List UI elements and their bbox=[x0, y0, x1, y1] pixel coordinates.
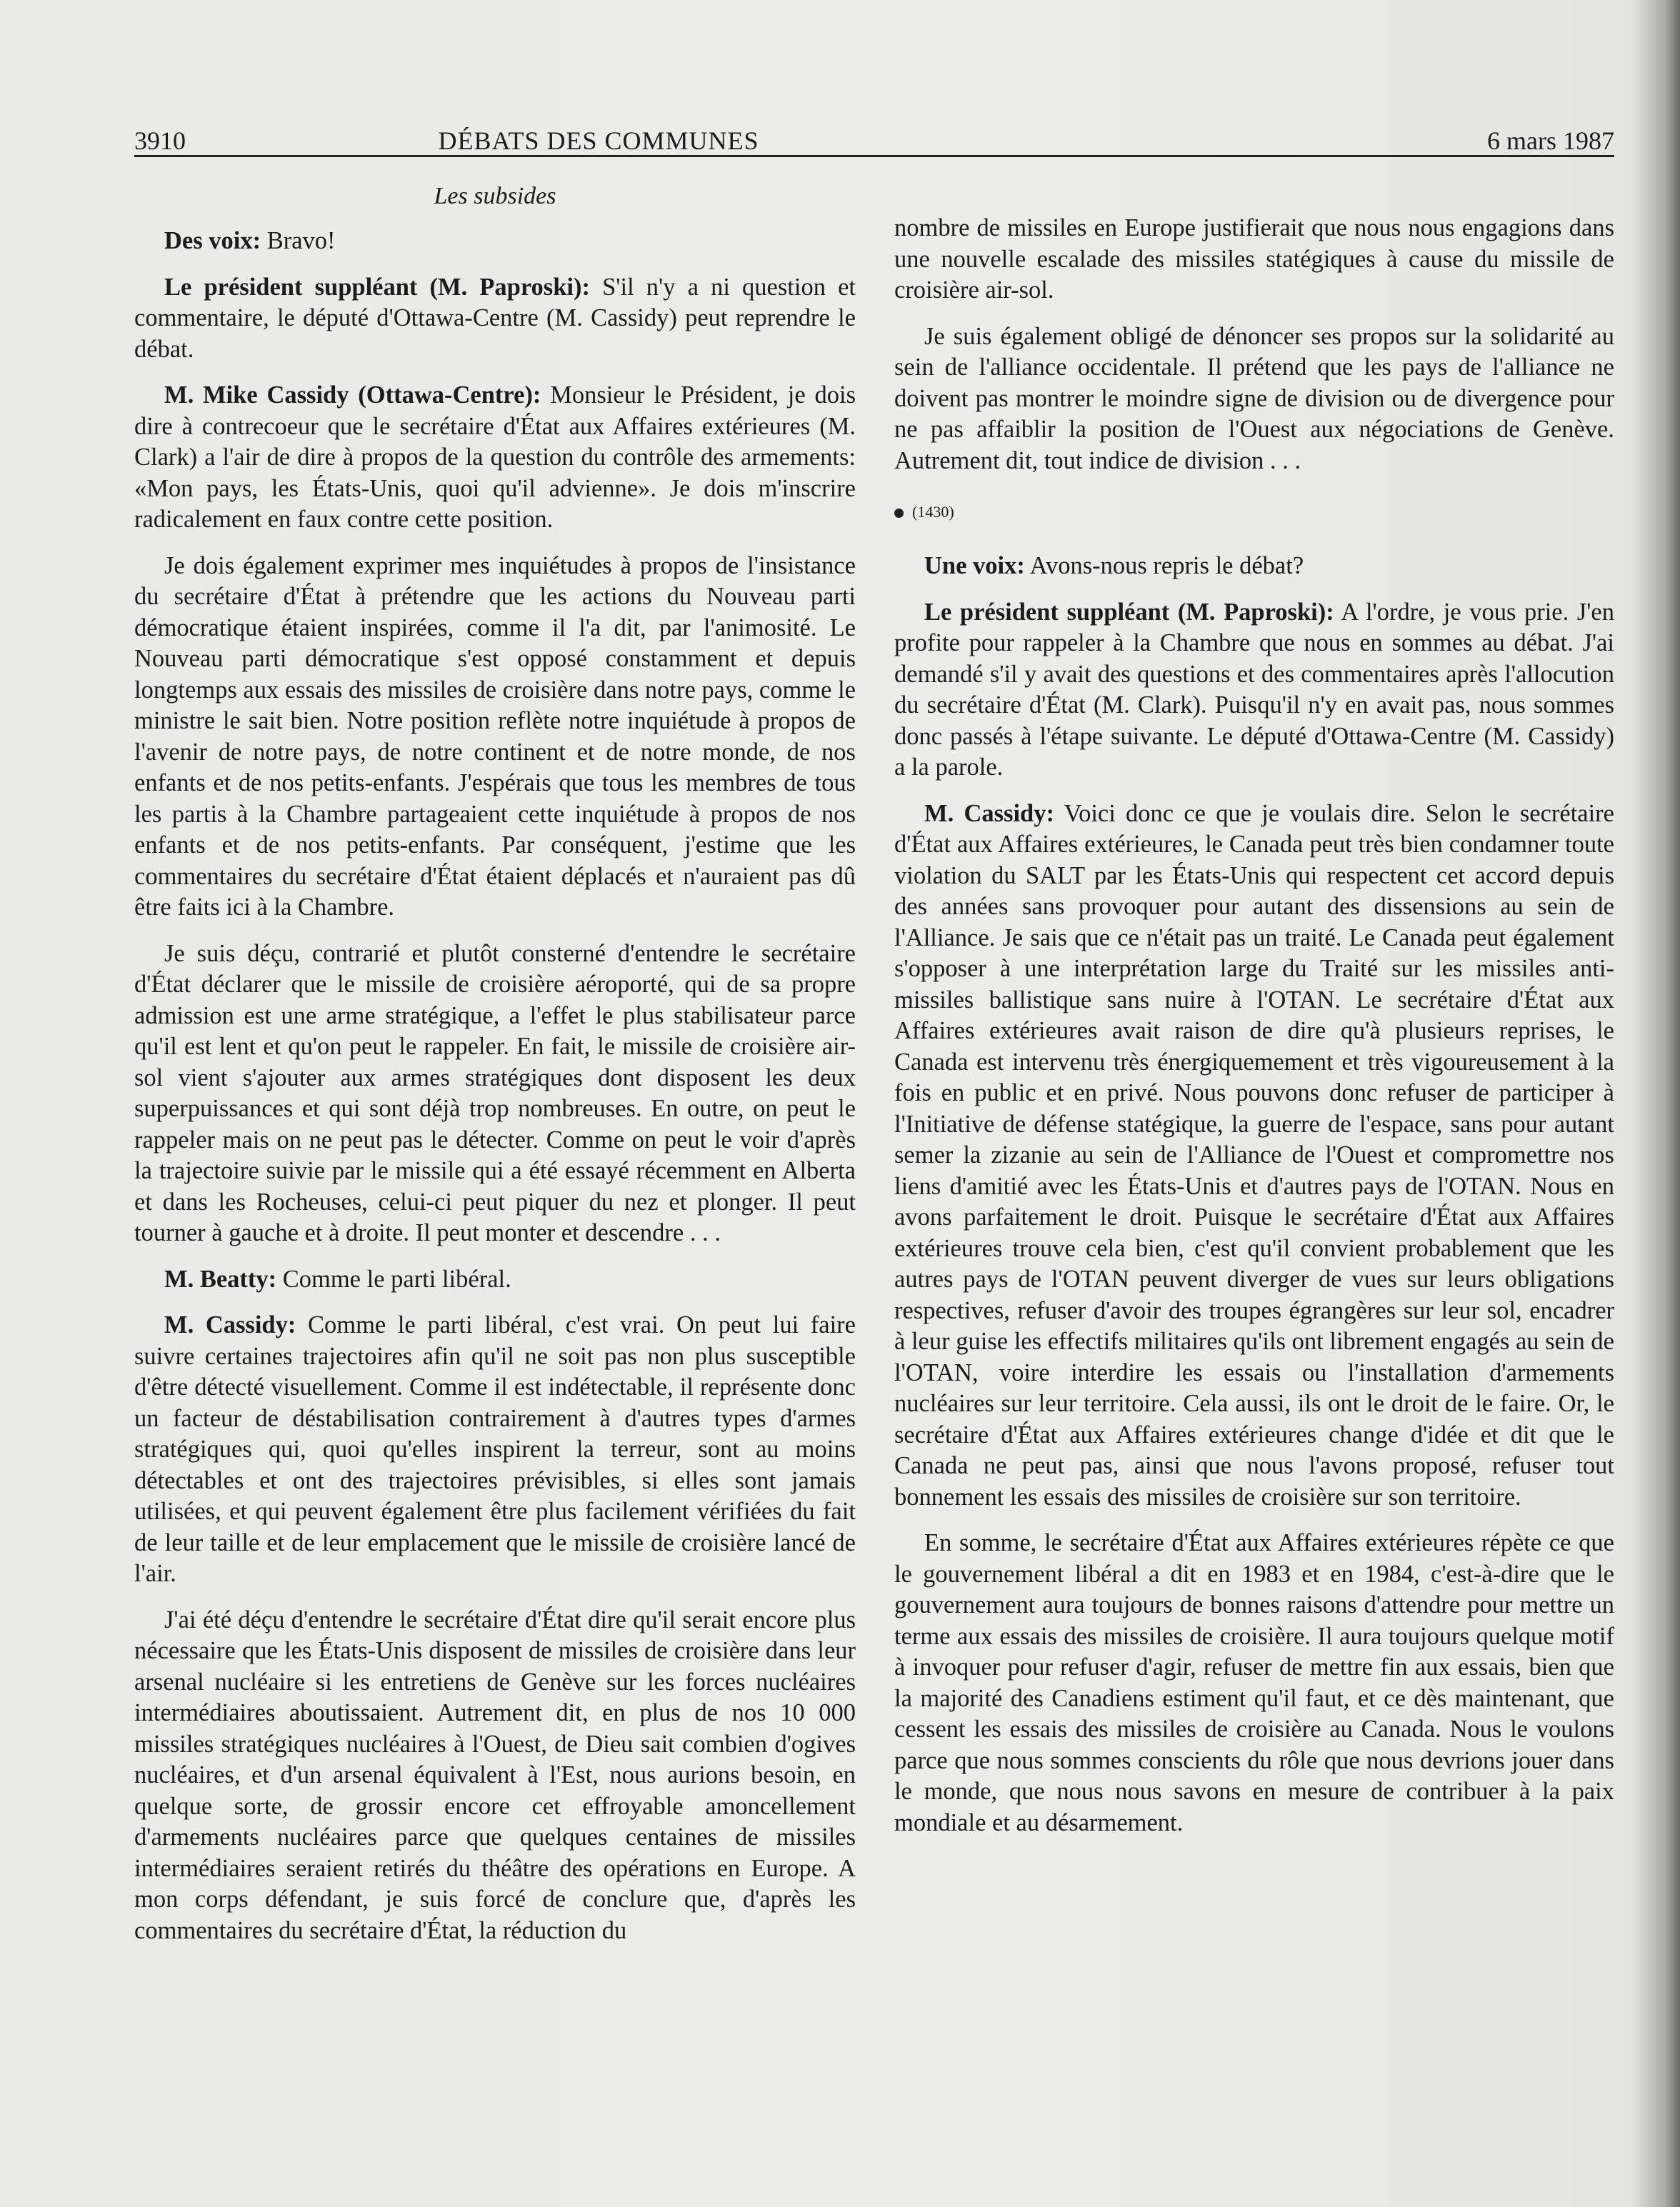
paragraph bbox=[134, 1310, 856, 1590]
time-marker-text: (1430) bbox=[912, 503, 954, 521]
paragraph-text: Comme le parti libéral. bbox=[276, 1265, 511, 1293]
paragraph-text: S'il n'y a ni question et commentaire, le député d'Ottawa-Centre (M. Cassidy) peut reprendre le débat. bbox=[134, 273, 856, 363]
right-column bbox=[894, 213, 1614, 1853]
right-column-part-2 bbox=[894, 551, 1614, 1838]
paragraph bbox=[134, 939, 856, 1249]
speaker-name: M. Beatty: bbox=[164, 1265, 277, 1293]
page-edge-shadow bbox=[1630, 0, 1680, 2207]
section-heading: Les subsides bbox=[434, 183, 556, 209]
publication-date: 6 mars 1987 bbox=[1487, 126, 1614, 155]
header-rule bbox=[134, 155, 1614, 157]
paragraph bbox=[134, 1605, 856, 1947]
paragraph-text: En somme, le secrétaire d'État aux Affaires extérieures répète ce que le gouvernement libéral a dit en 1983 et en 1984, c'est-à-dire que le gouvernement aura toujours de bonnes raisons d'attendre pour mettre un terme aux essais des missiles de croisière. Il aura toujours quelque motif à invoquer pour refuser d'agir, refuser de mettre fin aux essais, bien que la majorité des Canadiens estiment qu'il faut, et ce dès maintenant, que cessent les essais des missiles de croisière au Canada. Nous le voulons parce que nous sommes conscients du rôle que nous devrions jouer dans le monde, que nous nous savons en mesure de contribuer à la paix mondiale et au désarmement. bbox=[894, 1529, 1614, 1836]
paragraph-text: J'ai été déçu d'entendre le secrétaire d'État dire qu'il serait encore plus nécessaire que les États-Unis disposent de missiles de croisière dans leur arsenal nucléaire si les entretiens de Genève sur les forces nucléaires intermédiaires aboutissaient. Autrement dit, en plus de nos 10 000 missiles stratégiques nucléaires à l'Ouest, de Dieu sait combien d'ogives nucléaires, et d'un arsenal équivalent à l'Est, nous aurions besoin, en quelque sorte, de grossir encore cet effroyable amoncellement d'armements nucléaires parce que quelques centaines de missiles intermédiaires seraient retirés du théâtre des opérations en Europe. A mon corps défendant, je suis forcé de conclure que, d'après les commentaires du secrétaire d'État, la réduction du bbox=[134, 1606, 856, 1944]
paragraph bbox=[134, 1264, 856, 1296]
speaker-name: Une voix: bbox=[924, 552, 1025, 579]
paragraph-text: Je dois également exprimer mes inquiétudes à propos de l'insistance du secrétaire d'État à prétendre que les actions du Nouveau parti démocratique étaient inspirées, comme il l'a dit, par l'animosité. Le Nouveau parti démocratique s'est opposé constamment et depuis longtemps aux essais des missiles de croisière dans notre pays, comme le ministre le sait bien. Notre position reflète notre inquiétude à propos de l'avenir de notre pays, de notre continent et de notre monde, de nos enfants et de nos petits-enfants. J'espérais que tous les membres de tous les partis à la Chambre partageaient cette inquiétude à propos de nos enfants et de nos petits-enfants. Par conséquent, j'estime que les commentaires du secrétaire d'État étaient déplacés et n'auraient pas dû être faits ici à la Chambre. bbox=[134, 551, 856, 921]
paragraph-text: Je suis déçu, contrarié et plutôt consterné d'entendre le secrétaire d'État déclarer que le missile de croisière aéroporté, qui de sa propre admission est une arme stratégique, a l'effet le plus stabilisateur parce qu'il est lent et qu'on peut le rappeler. En fait, le missile de croisière air-sol vient s'ajouter aux armes stratégiques dont disposent les deux superpuissances et qui sont déjà trop nombreuses. En outre, on peut le rappeler mais on ne peut pas le détecter. Comme on peut le voir d'après la trajectoire suivie par le missile qui a été essayé récemment en Alberta et dans les Rocheuses, celui-ci peut piquer du nez et plonger. Il peut tourner à gauche et à droite. Il peut monter et descendre . . . bbox=[134, 939, 856, 1246]
paragraph bbox=[894, 799, 1614, 1513]
paragraph-text: Avons-nous repris le débat? bbox=[1024, 552, 1304, 579]
paragraph bbox=[894, 321, 1614, 477]
speaker-name: Des voix: bbox=[164, 227, 261, 254]
paragraph-text: nombre de missiles en Europe justifierait que nous nous engagions dans une nouvelle escalade des missiles statégiques à cause du missile de croisière air-sol. bbox=[894, 214, 1614, 304]
paragraph bbox=[134, 551, 856, 924]
paragraph bbox=[134, 226, 856, 257]
page-number: 3910 bbox=[134, 126, 186, 155]
paragraph bbox=[134, 272, 856, 366]
paragraph-text: Je suis également obligé de dénoncer ses propos sur la solidarité au sein de l'alliance occidentale. Il prétend que les pays de l'alliance ne doivent pas montrer le moindre signe de division ou de divergence pour ne pas affaiblir la position de l'Ouest aux négociations de Genève. Autrement dit, tout indice de division . . . bbox=[894, 322, 1614, 474]
left-column bbox=[134, 226, 856, 1961]
paragraph bbox=[894, 1528, 1614, 1838]
paragraph bbox=[894, 597, 1614, 784]
right-column-part-1 bbox=[894, 213, 1614, 476]
speaker-name: M. Mike Cassidy (Ottawa-Centre): bbox=[164, 381, 541, 409]
publication-title: DÉBATS DES COMMUNES bbox=[438, 126, 759, 155]
paragraph-text: Bravo! bbox=[261, 227, 336, 254]
speaker-name: M. Cassidy: bbox=[924, 799, 1054, 827]
paragraph-text: Comme le parti libéral, c'est vrai. On peut lui faire suivre certaines trajectoires afin qu'il ne soit pas non plus susceptible d'être détecté visuellement. Comme il est indétectable, il représente donc un facteur de déstabilisation contrairement à d'autres types d'armes stratégiques qui, quoi qu'elles inspirent la terreur, sont au moins détectables et ont des trajectoires prévisibles, si elles sont jamais utilisées, et qui peuvent également être plus facilement vérifiées du fait de leur taille et de leur emplacement que le missile de croisière lancé de l'air. bbox=[134, 1311, 856, 1587]
page-header bbox=[134, 123, 1614, 159]
speaker-name: M. Cassidy: bbox=[164, 1311, 296, 1338]
paragraph bbox=[134, 380, 856, 536]
paragraph-text: A l'ordre, je vous prie. J'en profite pour rappeler à la Chambre que nous en sommes au débat. J'ai demandé s'il y avait des questions et des commentaires après l'allocution du secrétaire d'État (M. Clark). Puisqu'il n'y en avait pas, nous sommes donc passés à l'étape suivante. Le député d'Ottawa-Centre (M. Cassidy) a la parole. bbox=[894, 598, 1614, 781]
time-marker bbox=[894, 498, 1614, 526]
speaker-name: Le président suppléant (M. Paproski): bbox=[164, 273, 590, 301]
paragraph bbox=[894, 213, 1614, 306]
paragraph-text: Voici donc ce que je voulais dire. Selon le secrétaire d'État aux Affaires extérieures, le Canada peut très bien condamner toute violation du SALT par les États-Unis qui respectent cet accord depuis des années sans provoquer pour autant des dissensions au sein de l'Alliance. Je sais que ce n'était pas un traité. Le Canada peut également s'opposer à une interprétation large du Traité sur les missiles anti-missiles ballistique sans nuire à l'OTAN. Le secrétaire d'État aux Affaires extérieures avait raison de dire qu'à plusieurs reprises, le Canada est intervenu très énergiquemement et très vigoureusement à la fois en public et en privé. Nous pouvons donc refuser de participer à l'Initiative de défense statégique, la guerre de l'espace, sans pour autant semer la zizanie au sein de l'Alliance de l'Ouest et compromettre nos liens d'amitié avec les États-Unis et d'autres pays de l'OTAN. Nous en avons parfaitement le droit. Puisque le secrétaire d'État aux Affaires extérieures trouve cela bien, c'est qu'il convient probablement que les autres pays de l'OTAN peuvent diverger de vues sur leurs obligations respectives, refuser d'avoir des troupes égrangères sur leur sol, encadrer à leur guise les effectifs militaires qu'ils ont librement engagés au sein de l'OTAN, voire interdire les essais ou l'installation d'armements nucléaires sur leur territoire. Cela aussi, ils ont le droit de le faire. Or, le secrétaire d'État aux Affaires extérieures change d'idée et dit que le Canada ne peut pas, ainsi que nous l'avons proposé, refuser tout bonnement les essais des missiles de croisière sur son territoire. bbox=[894, 799, 1614, 1511]
speaker-name: Le président suppléant (M. Paproski): bbox=[924, 598, 1334, 626]
bullet-icon bbox=[894, 509, 904, 518]
paragraph bbox=[894, 551, 1614, 582]
paragraph-text: Monsieur le Président, je dois dire à contrecoeur que le secrétaire d'État aux Affaires extérieures (M. Clark) a l'air de dire à propos de la question du contrôle des armements: «Mon pays, les États-Unis, quoi qu'il advienne». Je dois m'inscrire radicalement en faux contre cette position. bbox=[134, 381, 856, 533]
